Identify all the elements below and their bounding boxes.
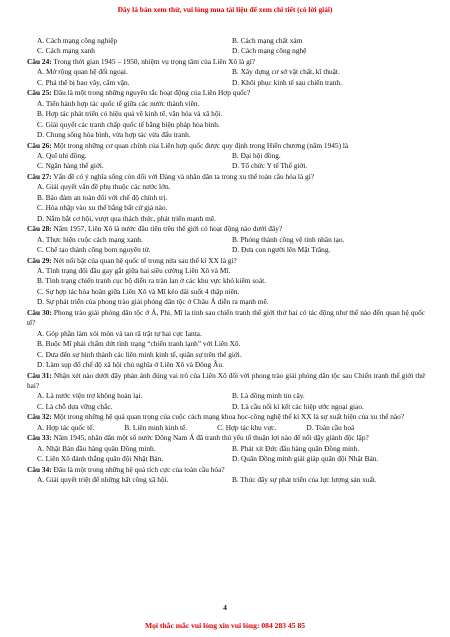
question-29: Câu 29: Nét nổi bật của quan hệ quốc tế trong nửa sau thế kỉ XX là gì? (27, 255, 237, 265)
contact-banner-bottom: Mọi thắc mắc vui lòng xin vui lòng: 084 283 45 85 (144, 621, 306, 630)
question-28: Câu 28: Năm 1957, Liên Xô là nước đầu tiên trên thế giới có hoạt động nào dưới đây? (27, 224, 283, 234)
answer-row (27, 423, 425, 433)
answer-row: A. Giải quyết triệt để những bất công xã hội. B. Thúc đẩy sự phát triển của lực lượng sản xuất. (37, 475, 377, 485)
answer-row: A. Quĩ nhi đồng. B. Đại hội đồng. (37, 150, 281, 160)
question-34: Câu 34: Đâu là một trong những hệ quả tích cực của toàn cầu hóa? (27, 464, 225, 474)
option-a: A. Hợp tác quốc tế. (37, 422, 95, 432)
option-c: C. Đưa đến sự hình thành các liên minh kinh tế, quân sự trên thế giới. (37, 349, 242, 359)
question-24: Câu 24: Trong thời gian 1945 – 1950, nhiệm vụ trọng tâm của Liên Xô là gì? (27, 56, 256, 66)
question-31: Câu 31: Nhận xét nào dưới đây phản ánh đúng vai trò của Liên Xô đối với phong trào giải phóng dân tộc sau Chiến tranh thế giới thứ hai? (27, 370, 425, 390)
option-b: B. Bảo đảm an toàn đối với chế độ chính trị. (37, 192, 168, 202)
preview-banner-top: Đây là bản xem thử, vui lòng mua tài liệu để xem chi tiết (có lời giải) (117, 5, 333, 14)
option-c: C. Hợp tác khu vực. (217, 422, 277, 432)
option-a: A. Cách mạng công nghiệp (37, 36, 118, 45)
option-d: D. Sự phát triển của phong trào giải phóng dân tộc ở Châu Á diễn ra mạnh mẽ. (37, 297, 269, 307)
answer-row: A. Nhật Bản đầu hàng quân Đồng minh. B. Phát xít Đức đầu hàng quân Đồng minh. (37, 443, 360, 453)
answer-row (27, 46, 425, 56)
option-d: D. Nắm bắt cơ hội, vượt qua thách thức, phát triển mạnh mẽ. (37, 213, 216, 223)
answer-row: A. Mở rộng quan hệ đối ngoại. B. Xây dựng cơ sở vật chất, kĩ thuật. (37, 67, 340, 77)
option-b: B. Liên minh kinh tế. (124, 422, 188, 432)
option-b: B. Cách mạng chất xám (232, 36, 303, 45)
option-d: D. Cách mạng công nghệ (232, 46, 307, 56)
option-d: D. Toàn cầu hoá (306, 422, 355, 432)
option-c: C. Sự hợp tác hòa hoãn giữa Liên Xô và Mĩ kéo dài suốt 4 thập niên. (37, 286, 240, 296)
question-list (27, 36, 425, 485)
question-33: Câu 33: Năm 1945, nhân dân một số nước Đông Nam Á đã tranh thủ yếu tố thuận lợi nào để nổi dậy giành độc lập? (27, 433, 369, 443)
page-number: 4 (223, 603, 227, 612)
option-c: C. Hòa nhập vào xu thế bằng bất cứ giá nào. (37, 203, 168, 213)
answer-row: C. Là chỗ dựa vững chắc. D. Là cầu nối kí kết các hiệp ước ngoại giao. (37, 401, 364, 411)
option-c: C. Giải quyết các tranh chấp quốc tế bằng biện pháp hòa bình. (37, 119, 220, 129)
option-a: A. Tiến hành hợp tác quốc tế giữa các nước thành viên. (37, 98, 200, 108)
answer-row: C. Phá thế bị bao vây, cấm vận. D. Khôi phục kinh tế sau chiến tranh. (37, 77, 342, 87)
answer-row (27, 36, 425, 46)
option-d: D. Chung sống hòa bình, vừa hợp tác vừa đấu tranh. (37, 130, 191, 140)
question-26: Câu 26: Một trong những cơ quan chính của Liên hợp quốc được quy định trong Hiến chương (năm 1945) là (27, 140, 349, 150)
option-b: B. Hợp tác phát triển có hiệu quả về kinh tế, văn hóa và xã hội. (37, 109, 223, 119)
answer-row: C. Ngân hàng thế giới. D. Tổ chức Y tế Thế giới. (37, 161, 308, 171)
answer-row: C. Chế tạo thành công bom nguyên tử. D. Đưa con người lên Mặt Trăng. (37, 245, 331, 255)
answer-row: A. Là nước viện trợ không hoàn lại. B. Là đồng minh tin cậy. (37, 391, 305, 401)
answer-row: A. Thực hiện cuộc cách mạng xanh. B. Phóng thành công vệ tinh nhân tạo. (37, 234, 345, 244)
option-b: B. Buộc Mĩ phải chấm dứt tình trạng “chiến tranh lạnh” với Liên Xô. (37, 339, 241, 349)
option-a: A. Góp phần làm xói mòn và tan rã trật tự hai cực Ianta. (37, 328, 202, 338)
question-30: Câu 30: Phong trào giải phóng dân tộc ở Á, Phi, Mĩ la tinh sau chiến tranh thế giới thứ hai có tác động như thế nào đến quan hệ quốc tế? (27, 307, 426, 328)
option-c: C. Cách mạng xanh (37, 46, 95, 56)
option-a: A. Giải quyết vấn đề phụ thuộc các nước lớn. (37, 182, 171, 192)
answer-row: C. Liên Xô đánh thắng quân đội Nhật Bản. D. Quân Đồng minh giải giáp quân đội Nhật Bản. (37, 454, 379, 464)
question-32: Câu 32: Một trong những hệ quả quan trọng của cuộc cách mạng khoa học-công nghệ thế kỉ XX là sự xuất hiện của xu thế nào? (27, 412, 405, 422)
question-27: Câu 27: Vấn đề có ý nghĩa sống còn đối với Đảng và nhân dân ta trong xu thế toàn cầu hóa là gì? (27, 171, 315, 181)
question-25: Câu 25: Đâu là một trong những nguyên tắc hoạt động của Liên Hợp quốc? (27, 88, 251, 98)
option-b: B. Tình trạng chiến tranh cục bộ diễn ra tràn lan ở các khu vực khó kiểm soát. (37, 276, 266, 286)
option-d: D. Làm sụp đổ chế độ xã hội chủ nghĩa ở Liên Xô và Đông Âu. (37, 360, 224, 370)
option-a: A. Tình trạng đối đầu gay gắt giữa hai siêu cường Liên Xô và Mĩ. (37, 265, 231, 275)
